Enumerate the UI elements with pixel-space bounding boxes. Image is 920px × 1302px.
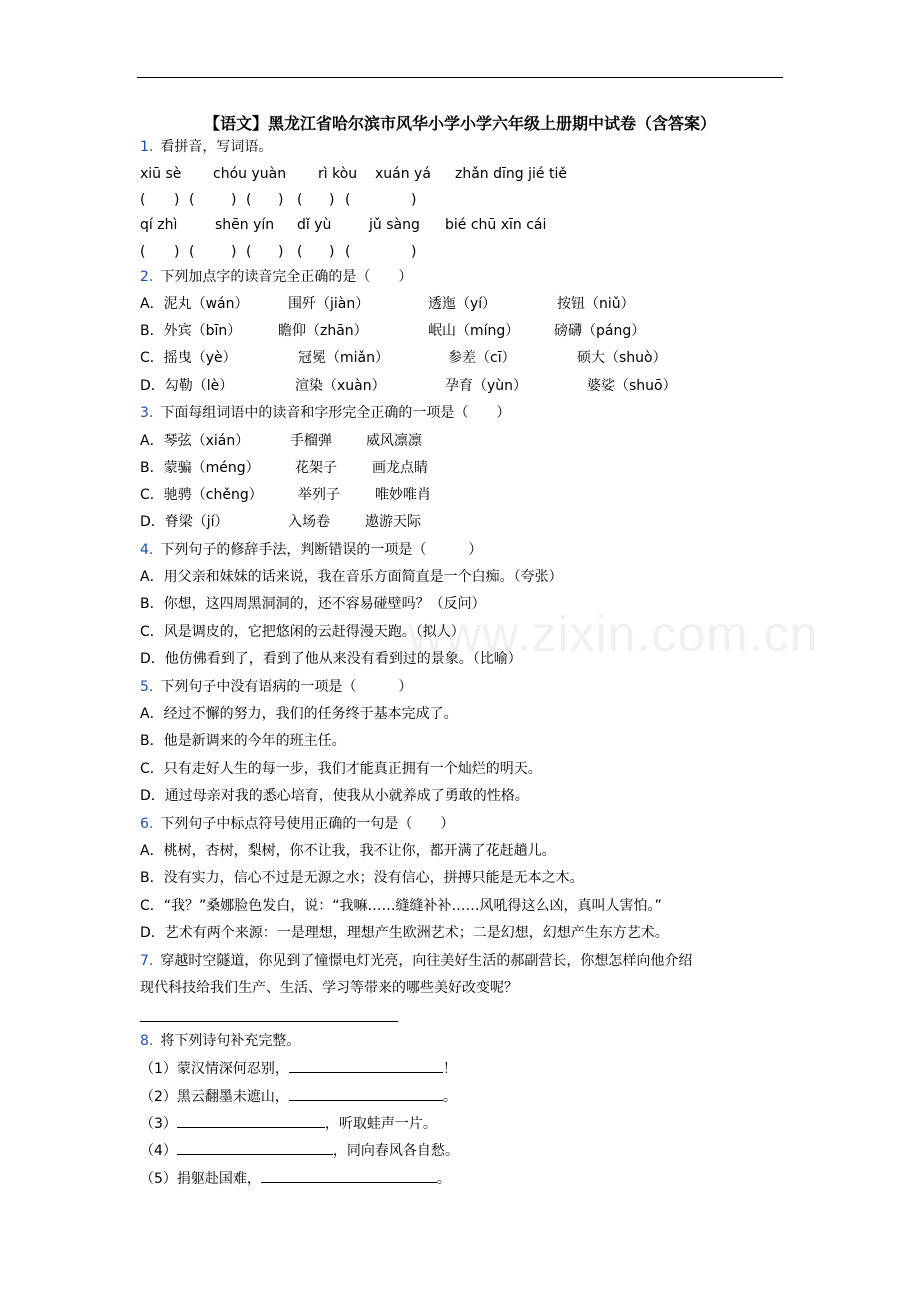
q6-option-c[interactable]: C．“我？”桑娜脸色发白，说：“我嘛……缝缝补补……风吼得这么凶，真叫人害怕。” (140, 898, 662, 914)
bracket-close: ) (231, 244, 237, 260)
question-stem: 下面每组词语中的读音和字形完全正确的一项是（ ） (160, 405, 511, 421)
question-stem: 下列句子的修辞手法，判断错误的一项是（ ） (160, 542, 483, 558)
option-item: 画龙点睛 (372, 460, 428, 476)
question-number: 8. (140, 1033, 154, 1049)
q4-option-d[interactable]: D．他仿佛看到了，看到了他从来没有看到过的景象。（比喻） (140, 651, 522, 667)
poem-text: （2）黑云翻墨未遮山， (140, 1089, 289, 1105)
pinyin: jǔ sàng (369, 217, 420, 233)
question-2 (140, 267, 412, 287)
bracket-close: ) (231, 192, 237, 208)
question-stem: 下列句子中没有语病的一项是（ ） (160, 679, 413, 695)
option-item: 婆娑（shuō） (587, 378, 677, 394)
option-item: 硕大（shuò） (577, 350, 667, 366)
option-item: B．外宾（bīn） (140, 323, 242, 339)
q6-option-d[interactable]: D．艺术有两个来源：一是理想，理想产生欧洲艺术；二是幻想，幻想产生东方艺术。 (140, 925, 669, 941)
bracket-open: ( (246, 192, 252, 208)
poem-item-1 (140, 1058, 457, 1079)
q5-option-a[interactable]: A．经过不懈的努力，我们的任务终于基本完成了。 (140, 706, 458, 722)
pinyin: qí zhì (140, 217, 178, 233)
bracket-open: ( (189, 192, 195, 208)
pinyin: chóu yuàn (213, 166, 287, 182)
poem-item-5 (140, 1168, 451, 1189)
fill-blank[interactable] (289, 1086, 443, 1101)
q6-option-b[interactable]: B．没有实力，信心不过是无源之水；没有信心，拼搏只能是无本之木。 (140, 870, 584, 886)
question-number: 4. (140, 542, 154, 558)
option-item: A．琴弦（xián） (140, 433, 250, 449)
bracket-close: ) (278, 244, 284, 260)
question-number: 6. (140, 816, 154, 832)
fill-blank[interactable] (177, 1140, 333, 1155)
poem-text: ！ (442, 1061, 457, 1077)
bracket-open: ( (345, 244, 351, 260)
question-number: 2. (140, 269, 154, 285)
poem-text: 。 (442, 1089, 457, 1105)
bracket-open: ( (246, 244, 252, 260)
bracket-close: ) (329, 192, 335, 208)
poem-item-3 (140, 1113, 437, 1134)
bracket-open: ( (297, 244, 303, 260)
bracket-open: ( (189, 244, 195, 260)
fill-blank[interactable] (261, 1168, 437, 1183)
question-3 (140, 403, 510, 423)
pinyin: shēn yín (215, 217, 275, 233)
poem-text: 。 (436, 1171, 451, 1187)
option-item: 举列子 (298, 487, 340, 503)
option-item: 岷山（míng） (428, 323, 520, 339)
bracket-close: ) (174, 244, 180, 260)
option-item: 冠冕（miǎn） (298, 350, 389, 366)
poem-item-2 (140, 1086, 457, 1107)
question-7 (140, 951, 692, 971)
option-item: D．勾勒（lè） (140, 378, 234, 394)
pinyin: xuán yá (375, 166, 431, 182)
question-text: 穿越时空隧道，你见到了憧憬电灯光亮，向往美好生活的郝副营长，你想怎样向他介绍 (160, 953, 693, 969)
question-stem: 下列句子中标点符号使用正确的一句是（ ） (160, 816, 455, 832)
option-item: B．蒙骗（méng） (140, 460, 260, 476)
bracket-close: ) (411, 192, 417, 208)
bracket-open: ( (345, 192, 351, 208)
question-5 (140, 677, 412, 697)
question-6 (140, 814, 454, 834)
question-7-continued: 现代科技给我们生产、生活、学习等带来的哪些美好改变呢？ (140, 980, 518, 996)
bracket-close: ) (278, 192, 284, 208)
option-item: 唯妙唯肖 (375, 487, 431, 503)
header-rule (137, 77, 783, 78)
option-item: 渲染（xuàn） (295, 378, 386, 394)
poem-text: ，同向春风各自愁。 (332, 1143, 459, 1159)
fill-blank[interactable] (289, 1058, 443, 1073)
bracket-open: ( (140, 192, 146, 208)
question-stem: 下列加点字的读音完全正确的是（ ） (160, 269, 413, 285)
option-item: 磅礴（páng） (554, 323, 646, 339)
option-item: 围歼（jiàn） (288, 296, 370, 312)
poem-item-4 (140, 1140, 459, 1161)
q4-option-a[interactable]: A．用父亲和妹妹的话来说，我在音乐方面简直是一个白痴。（夸张） (140, 569, 563, 585)
option-item: 入场卷 (288, 514, 330, 530)
option-item: 遨游天际 (365, 514, 421, 530)
pinyin: zhǎn dīng jié tiě (455, 166, 567, 182)
poem-text: （3） (140, 1116, 177, 1132)
option-item: 孕育（yùn） (445, 378, 528, 394)
q5-option-d[interactable]: D．通过母亲对我的悉心培育，使我从小就养成了勇敢的性格。 (140, 788, 529, 804)
watermark: www.zixin.com.cn (408, 606, 819, 662)
pinyin: xiū sè (140, 166, 182, 182)
option-item: 参差（cī） (448, 350, 516, 366)
question-number: 3. (140, 405, 154, 421)
option-item: 按钮（niǔ） (557, 296, 635, 312)
bracket-close: ) (411, 244, 417, 260)
option-item: 透迤（yí） (428, 296, 497, 312)
question-8 (140, 1031, 300, 1051)
option-item: A．泥丸（wán） (140, 296, 249, 312)
poem-text: （4） (140, 1143, 177, 1159)
fill-blank[interactable] (177, 1113, 325, 1128)
answer-line[interactable] (140, 1021, 398, 1022)
poem-text: （1）蒙汉情深何忍别， (140, 1061, 289, 1077)
option-item: C．摇曳（yè） (140, 350, 237, 366)
option-item: 手榴弹 (290, 433, 332, 449)
question-number: 7. (140, 953, 154, 969)
page-title: 【语文】黑龙江省哈尔滨市风华小学小学六年级上册期中试卷（含答案） (203, 114, 716, 133)
option-item: D．脊梁（jí） (140, 514, 229, 530)
pinyin: dǐ yù (297, 217, 332, 233)
option-item: 瞻仰（zhān） (278, 323, 368, 339)
option-item: 花架子 (295, 460, 337, 476)
poem-text: （5）捐躯赴国难， (140, 1171, 261, 1187)
poem-text: ，听取蛙声一片。 (324, 1116, 437, 1132)
q4-option-c[interactable]: C．风是调皮的，它把悠闲的云赶得漫天跑。（拟人） (140, 624, 465, 640)
pinyin: rì kòu (318, 166, 358, 182)
question-number: 5. (140, 679, 154, 695)
option-item: 威风凛凛 (366, 433, 422, 449)
question-1 (140, 137, 272, 157)
question-stem: 看拼音，写词语。 (160, 139, 273, 155)
option-item: C．驰骋（chěng） (140, 487, 263, 503)
question-stem: 将下列诗句补充完整。 (160, 1033, 301, 1049)
q6-option-a[interactable]: A．桃树，杏树，梨树，你不让我，我不让你，都开满了花赶趟儿。 (140, 843, 556, 859)
bracket-close: ) (329, 244, 335, 260)
q5-option-c[interactable]: C．只有走好人生的每一步，我们才能真正拥有一个灿烂的明天。 (140, 761, 542, 777)
q5-option-b[interactable]: B．他是新调来的今年的班主任。 (140, 733, 346, 749)
pinyin: bié chū xīn cái (445, 217, 547, 233)
q4-option-b[interactable]: B．你想，这四周黑洞洞的，还不容易碰壁吗？（反问） (140, 596, 486, 612)
bracket-close: ) (174, 192, 180, 208)
question-number: 1. (140, 139, 154, 155)
question-4 (140, 540, 482, 560)
bracket-open: ( (297, 192, 303, 208)
bracket-open: ( (140, 244, 146, 260)
